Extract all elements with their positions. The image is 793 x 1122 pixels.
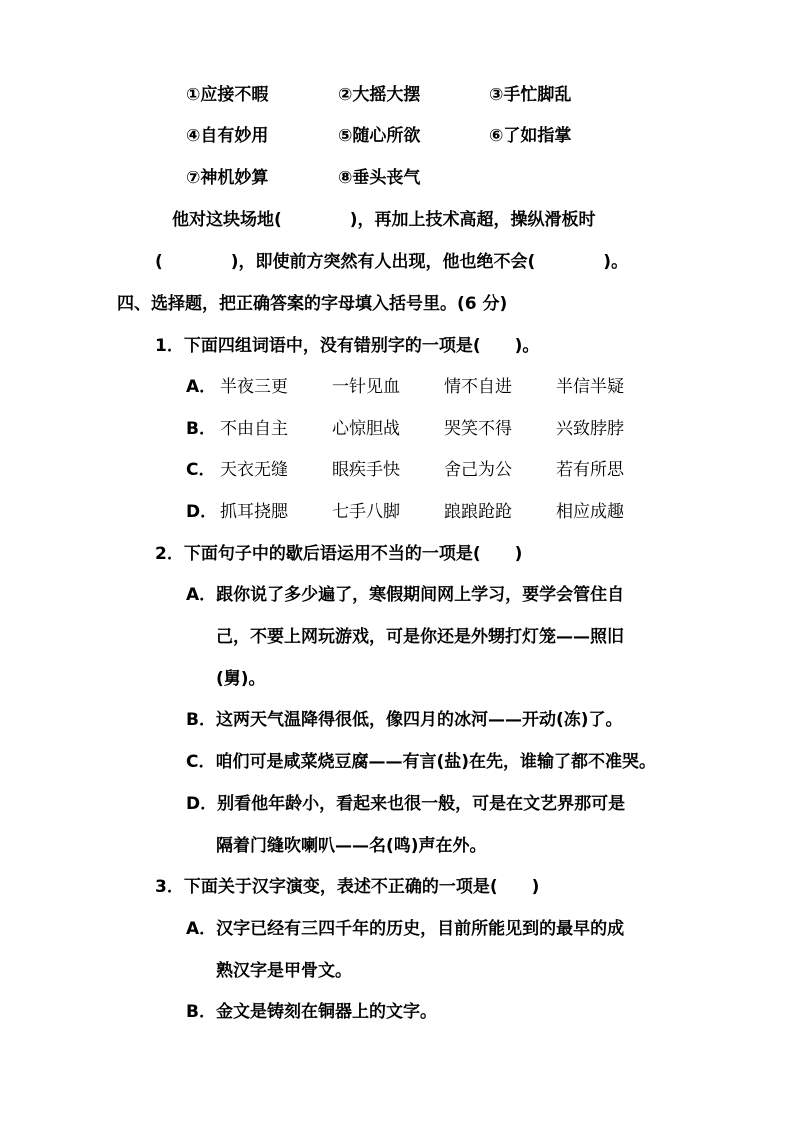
question-3-option-a-line-1: A．汉字已经有三四千年的历史，目前所能见到的最早的成 <box>186 919 625 939</box>
option-word: 眼疾手快 <box>332 460 400 480</box>
question-2-option-a-line-1: A．跟你说了多少遍了，寒假期间网上学习，要学会管住自 <box>186 585 625 605</box>
idiom-option-7: ⑦神机妙算 <box>186 168 269 188</box>
idiom-option-2: ②大摇大摆 <box>338 85 421 105</box>
idiom-option-4: ④自有妙用 <box>186 126 269 146</box>
question-2-option-a-line-3: (舅)。 <box>216 669 266 689</box>
option-word: 心惊胆战 <box>332 419 400 439</box>
option-word: 一针见血 <box>332 377 400 397</box>
option-word: 踉踉跄跄 <box>444 502 512 522</box>
idiom-option-1: ①应接不暇 <box>186 85 269 105</box>
idiom-option-8: ⑧垂头丧气 <box>338 168 421 188</box>
idiom-option-5: ⑤随心所欲 <box>338 126 421 146</box>
option-word: 半信半疑 <box>556 377 624 397</box>
option-word: 兴致脖脖 <box>556 419 624 439</box>
option-word: 舍己为公 <box>444 460 512 480</box>
option-word: 七手八脚 <box>332 502 400 522</box>
option-word: 若有所思 <box>556 460 624 480</box>
fill-sentence-line-2: ( )，即使前方突然有人出现，他也绝不会( )。 <box>155 252 629 272</box>
option-word: 相应成趣 <box>556 502 624 522</box>
option-word: 情不自进 <box>444 377 512 397</box>
option-word: 不由自主 <box>220 419 288 439</box>
idiom-option-3: ③手忙脚乱 <box>489 85 572 105</box>
option-letter: B． <box>186 419 216 439</box>
question-2-stem: 2．下面句子中的歇后语运用不当的一项是( ) <box>155 544 523 564</box>
fill-sentence-line-1: 他对这块场地( )，再加上技术高超，操纵滑板时 <box>172 210 596 230</box>
option-word: 哭笑不得 <box>444 419 512 439</box>
section-heading: 四、选择题，把正确答案的字母填入括号里。(6 分) <box>117 294 508 314</box>
question-1-stem: 1．下面四组词语中，没有错别字的一项是( )。 <box>155 336 540 356</box>
option-letter: C． <box>186 460 216 480</box>
question-2-option-a-line-2: 己，不要上网玩游戏，可是你还是外甥打灯笼——照旧 <box>216 627 624 647</box>
option-word: 半夜三更 <box>220 377 288 397</box>
option-word: 天衣无缝 <box>220 460 288 480</box>
question-3-option-b: B．金文是铸刻在铜器上的文字。 <box>186 1002 437 1022</box>
question-3-stem: 3．下面关于汉字演变，表述不正确的一项是( ) <box>155 877 540 897</box>
question-2-option-b: B．这两天气温降得很低，像四月的冰河——开动(冻)了。 <box>186 710 623 730</box>
question-3-option-a-line-2: 熟汉字是甲骨文。 <box>216 961 352 981</box>
option-letter: D． <box>186 502 218 522</box>
question-2-option-d-line-1: D．别看他年龄小，看起来也很一般，可是在文艺界那可是 <box>186 794 626 814</box>
option-letter: A． <box>186 377 217 397</box>
question-2-option-c: C．咱们可是咸菜烧豆腐——有言(盐)在先，谁输了都不准哭。 <box>186 752 657 772</box>
option-word: 抓耳挠腮 <box>220 502 288 522</box>
idiom-option-6: ⑥了如指掌 <box>489 126 572 146</box>
question-2-option-d-line-2: 隔着门缝吹喇叭——名(鸣)声在外。 <box>216 836 487 856</box>
